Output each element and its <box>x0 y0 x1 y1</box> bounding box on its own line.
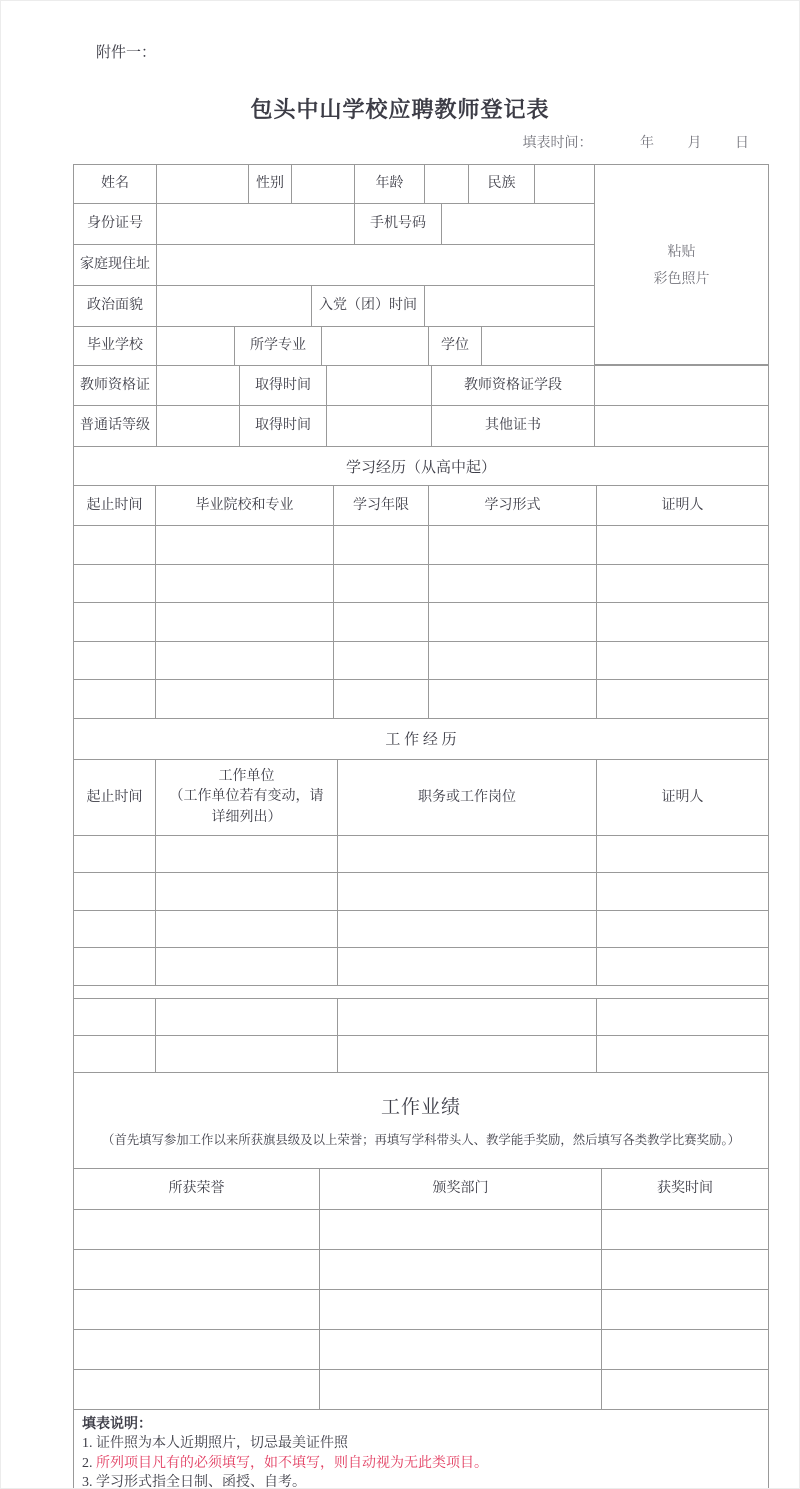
empty-cell[interactable] <box>597 603 768 641</box>
id-number-input-cell[interactable] <box>157 204 355 244</box>
photo-placeholder-line2: 彩色照片 <box>653 272 710 287</box>
empty-cell[interactable] <box>334 603 429 641</box>
work-table-row <box>74 999 768 1036</box>
empty-cell[interactable] <box>338 836 597 873</box>
ethnicity-label: 民族 <box>469 165 535 203</box>
empty-cell[interactable] <box>74 999 156 1035</box>
basic-row-teacher-cert <box>74 365 768 406</box>
education-table-row <box>74 680 768 719</box>
empty-cell[interactable] <box>74 565 156 603</box>
empty-cell[interactable] <box>74 873 156 910</box>
empty-cell[interactable] <box>74 1370 320 1409</box>
education-table-row <box>74 526 768 565</box>
basic-row-id <box>74 204 595 245</box>
education-empty-rows <box>74 526 768 719</box>
achievements-section-header <box>74 1073 768 1169</box>
empty-cell[interactable] <box>334 680 429 718</box>
empty-cell[interactable] <box>429 642 597 680</box>
empty-cell[interactable] <box>602 1370 768 1409</box>
basic-row-address <box>74 245 595 286</box>
empty-cell[interactable] <box>74 1210 320 1249</box>
empty-cell[interactable] <box>320 1330 602 1369</box>
basic-row-school <box>74 327 595 365</box>
empty-cell[interactable] <box>320 1370 602 1409</box>
empty-cell[interactable] <box>74 680 156 718</box>
empty-cell[interactable] <box>156 526 334 564</box>
registration-form-table <box>73 164 769 1489</box>
education-column-header <box>74 486 768 526</box>
empty-cell[interactable] <box>429 680 597 718</box>
empty-cell[interactable] <box>334 642 429 680</box>
empty-cell[interactable] <box>320 1210 602 1249</box>
column-header-study-form: 学习形式 <box>429 486 597 525</box>
cert-stage-input-cell[interactable] <box>595 366 768 405</box>
achievement-table-row <box>74 1210 768 1250</box>
attachment-label: 附件一： <box>96 45 157 61</box>
party-join-time-label: 入党（团）时间 <box>312 286 425 326</box>
empty-cell[interactable] <box>597 642 768 680</box>
empty-cell[interactable] <box>74 603 156 641</box>
empty-cell[interactable] <box>597 948 768 985</box>
column-header-school-major: 毕业院校和专业 <box>156 486 334 525</box>
graduation-school-input-cell[interactable] <box>157 327 235 365</box>
column-header-time: 起止时间 <box>74 486 156 525</box>
empty-cell[interactable] <box>597 1036 768 1072</box>
age-label: 年龄 <box>355 165 425 203</box>
empty-cell[interactable] <box>320 1250 602 1289</box>
notes-item-2-number: 2. <box>82 1455 96 1471</box>
graduation-school-label: 毕业学校 <box>74 327 157 365</box>
other-certs-label: 其他证书 <box>432 406 595 446</box>
education-section-title: 学习经历（从高中起） <box>74 447 768 486</box>
education-table-row <box>74 642 768 681</box>
day-label: 日 <box>735 136 749 151</box>
photo-area <box>595 165 768 365</box>
empty-cell[interactable] <box>602 1290 768 1329</box>
achievements-section-note: （首先填写参加工作以来所获旗县级及以上荣誉；再填写学科带头人、教学能手奖励，然后填写各类教学比赛奖励。） <box>101 1133 741 1148</box>
party-join-time-input-cell[interactable] <box>425 286 595 326</box>
age-input-cell[interactable] <box>425 165 469 203</box>
empty-cell[interactable] <box>74 948 156 985</box>
notes-title: 填表说明： <box>82 1416 152 1432</box>
basic-row-political <box>74 286 595 327</box>
month-label: 月 <box>687 136 702 151</box>
column-header-award-time: 获奖时间 <box>657 1181 713 1197</box>
empty-cell[interactable] <box>156 948 338 985</box>
gender-input-cell[interactable] <box>292 165 355 203</box>
empty-cell[interactable] <box>334 526 429 564</box>
major-input-cell[interactable] <box>322 327 429 365</box>
empty-cell[interactable] <box>597 911 768 948</box>
name-input-cell[interactable] <box>157 165 249 203</box>
empty-cell[interactable] <box>597 836 768 873</box>
empty-cell[interactable] <box>597 873 768 910</box>
political-status-input-cell[interactable] <box>157 286 312 326</box>
home-address-input-cell[interactable] <box>157 245 595 285</box>
mobile-input-cell[interactable] <box>442 204 595 244</box>
empty-cell[interactable] <box>334 565 429 603</box>
work-empty-rows-continued <box>74 999 768 1073</box>
column-header-award-department: 颁奖部门 <box>320 1169 602 1209</box>
work-section-title: 工 作 经 历 <box>74 719 768 760</box>
basic-row-name <box>74 165 595 204</box>
mandarin-obtain-time-input-cell[interactable] <box>327 406 432 446</box>
column-header-years: 学习年限 <box>334 486 429 525</box>
empty-cell[interactable] <box>74 911 156 948</box>
empty-cell[interactable] <box>602 1330 768 1369</box>
empty-cell[interactable] <box>602 1210 768 1249</box>
notes-item-3: 3. 学习形式指全日制、函授、自考。 <box>82 1475 306 1489</box>
empty-cell[interactable] <box>156 911 338 948</box>
achievement-table-row <box>74 1250 768 1290</box>
empty-cell[interactable] <box>74 1290 320 1329</box>
ethnicity-input-cell[interactable] <box>535 165 595 203</box>
work-table-row <box>74 873 768 911</box>
mobile-label: 手机号码 <box>355 204 442 244</box>
work-table-row <box>74 911 768 949</box>
notes-item-1: 1. 证件照为本人近期照片，切忌最美证件照 <box>82 1436 348 1452</box>
work-empty-rows <box>74 836 768 986</box>
empty-cell[interactable] <box>156 603 334 641</box>
work-column-header <box>74 760 768 836</box>
teacher-cert-input-cell[interactable] <box>157 366 240 405</box>
basic-info-block <box>74 165 768 365</box>
empty-cell[interactable] <box>74 1036 156 1072</box>
id-number-label: 身份证号 <box>74 204 157 244</box>
cert-obtain-time-label: 取得时间 <box>240 366 327 405</box>
empty-cell[interactable] <box>429 565 597 603</box>
achievement-table-row <box>74 1330 768 1370</box>
form-notes <box>74 1410 768 1489</box>
achievement-table-row <box>74 1290 768 1330</box>
major-label: 所学专业 <box>235 327 322 365</box>
empty-cell[interactable] <box>156 565 334 603</box>
empty-cell[interactable] <box>156 873 338 910</box>
empty-cell[interactable] <box>156 836 338 873</box>
fill-time-line <box>73 132 749 152</box>
home-address-label: 家庭现住址 <box>74 245 157 285</box>
empty-cell[interactable] <box>338 1036 597 1072</box>
achievements-empty-rows <box>74 1210 768 1410</box>
empty-cell[interactable] <box>156 680 334 718</box>
mandarin-level-input-cell[interactable] <box>157 406 240 446</box>
column-header-time: 起止时间 <box>74 760 156 835</box>
political-status-label: 政治面貌 <box>74 286 157 326</box>
empty-cell[interactable] <box>597 565 768 603</box>
empty-cell[interactable] <box>74 526 156 564</box>
column-header-position: 职务或工作岗位 <box>338 760 597 835</box>
mandarin-level-label: 普通话等级 <box>74 406 157 446</box>
degree-input-cell[interactable] <box>482 327 595 365</box>
page-break-gap <box>74 986 768 999</box>
achievements-column-header <box>74 1169 768 1210</box>
education-table-row <box>74 603 768 642</box>
empty-cell[interactable] <box>429 526 597 564</box>
gender-label: 性别 <box>249 165 292 203</box>
degree-label: 学位 <box>429 327 482 365</box>
photo-placeholder-line1: 粘贴 <box>667 245 696 260</box>
basic-row-mandarin <box>74 406 768 447</box>
work-table-row <box>74 948 768 986</box>
cert-obtain-time-input-cell[interactable] <box>327 366 432 405</box>
column-header-reference: 证明人 <box>661 789 704 805</box>
year-label: 年 <box>640 136 654 151</box>
empty-cell[interactable] <box>597 526 768 564</box>
education-table-row <box>74 565 768 604</box>
notes-item-2 <box>82 1454 760 1474</box>
empty-cell[interactable] <box>338 873 597 910</box>
fill-time-label: 填表时间： <box>522 136 593 151</box>
empty-cell[interactable] <box>597 999 768 1035</box>
empty-cell[interactable] <box>338 948 597 985</box>
cert-stage-label: 教师资格证学段 <box>432 366 595 405</box>
empty-cell[interactable] <box>156 1036 338 1072</box>
empty-cell[interactable] <box>156 642 334 680</box>
empty-cell[interactable] <box>602 1250 768 1289</box>
name-label: 姓名 <box>74 165 157 203</box>
form-title: 包头中山学校应聘教师登记表 <box>250 97 550 122</box>
empty-cell[interactable] <box>338 999 597 1035</box>
column-header-honor: 所获荣誉 <box>74 1169 320 1209</box>
empty-cell[interactable] <box>156 999 338 1035</box>
empty-cell[interactable] <box>597 680 768 718</box>
achievements-section-title: 工作业绩 <box>380 1097 461 1119</box>
achievement-table-row <box>74 1370 768 1410</box>
work-table-row <box>74 836 768 874</box>
notes-item-2-text: 所列项目凡有的必须填写，如不填写，则自动视为无此类项目。 <box>96 1455 488 1471</box>
empty-cell[interactable] <box>74 642 156 680</box>
empty-cell[interactable] <box>74 1250 320 1289</box>
empty-cell[interactable] <box>338 911 597 948</box>
work-table-row <box>74 1036 768 1073</box>
teacher-cert-label: 教师资格证 <box>74 366 157 405</box>
empty-cell[interactable] <box>74 1330 320 1369</box>
empty-cell[interactable] <box>74 836 156 873</box>
column-header-reference: 证明人 <box>661 497 704 513</box>
column-header-work-unit: 工作单位 （工作单位若有变动，请 详细列出） <box>156 760 338 835</box>
mandarin-obtain-time-label: 取得时间 <box>240 406 327 446</box>
empty-cell[interactable] <box>429 603 597 641</box>
empty-cell[interactable] <box>320 1290 602 1329</box>
other-certs-input-cell[interactable] <box>595 406 768 446</box>
